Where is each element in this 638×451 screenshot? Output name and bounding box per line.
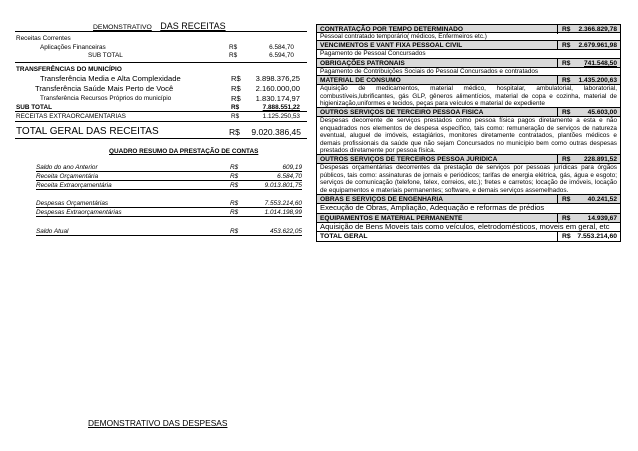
summary-row-value: 9.013.801,75 [264,182,302,189]
expense-currency: R$ [557,41,570,50]
aplicacoes-value: 6.584,70 [269,44,294,51]
summary-row-value: 7.553.214,60 [264,200,302,207]
subtotal1-label: SUB TOTAL [88,52,123,59]
summary-row-value: 453.622,05 [270,228,302,235]
expense-currency: R$ [557,108,570,117]
summary-row-rule [36,207,302,208]
summary-row-label: Despesas Orçamentárias [36,200,109,207]
summary-row-value: 609,19 [282,164,302,171]
expense-description: Pagamento de Pessoal Concursados [316,50,621,58]
expense-description: Despesas decorrente de serviços prestados como pessoa física pagos diretamente a esta e não enquadrados nos elementos de despesa específico, tais como: remuneração de serviços de natureza eventual, aluguel de imóveis, estagiários, monitores diretamente contratados, plantões médicos e demais profissionais da saúde que não sejam Concursados no município bem como outras despesas prestados diretamente por pessoa física. [316,117,621,155]
summary-row-currency: R$ [230,173,239,180]
expense-amount: 45.603,00 [587,109,617,117]
transf3-currency: R$ [231,94,241,103]
expense-description: Aquisição de medicamentos, material médico, hospitalar, ambulatorial, laboratorial, combustíveis,lubrificantes, gás GLP, gêneros alimentícios, material de copa e cozinha, material de higienização,uniformes e tecidos, peças para veículos e material de expediente [316,85,621,108]
transferencias-header: TRANSFERÊNCIAS DO MUNICÍPIO [16,66,122,73]
expense-currency: R$ [557,214,570,223]
subtotal1-value: 6.594,70 [269,52,294,59]
expense-amount: 2.679.961,98 [578,42,617,50]
expense-total-currency: R$ [557,232,571,242]
expense-amount: 14.939,67 [587,214,617,222]
transf1-currency: R$ [231,74,241,83]
expense-amount: 2.366.829,78 [578,26,617,33]
expense-category-label: EQUIPAMENTOS E MATERIAL PERMANENTE [320,214,463,222]
subtotal2-rule [15,111,307,112]
extra-value: 1.125.250,53 [262,113,300,120]
summary-row-label: Saldo do ano Anterior [36,164,98,171]
summary-row-currency: R$ [230,228,239,235]
expense-header-row [316,155,621,164]
expense-description: Pagamento de Contribuições Sociais do Pessoal Concursados e contratados [316,68,621,76]
summary-row-rule [36,171,302,172]
expense-description: Execução de Obras, Ampliação, Adequação e reformas de prédios [316,204,621,214]
extra-label: RECEITAS EXTRAORCAMENTARIAS [16,113,126,120]
summary-row-currency: R$ [230,182,239,189]
total-receitas-rule [15,138,307,139]
transf2-currency: R$ [231,84,241,93]
expense-header-row [316,108,621,117]
revenue-title-b: DAS RECEITAS [160,21,226,31]
expense-category-label: OBRIGAÇÕES PATRONAIS [320,59,405,67]
summary-row-label: Receita Orçamentária [36,173,99,180]
expense-category-label: OUTROS SERVIÇOS DE TERCEIRO PESSOA FISICA [320,109,484,117]
total-receitas-currency: R$ [229,127,240,137]
expense-currency: R$ [557,195,570,204]
summary-row-value: 1.014.198,99 [264,209,302,216]
expense-category-label: OUTROS SERVIÇOS DE TERCEIROS PESSOA JURIDICA [320,156,498,164]
summary-row-currency: R$ [230,200,239,207]
summary-row-value: 6.584,70 [277,173,302,180]
expense-category-label: VENCIMENTOS E VANT FIXA PESSOAL CIVIL [320,42,463,50]
expense-header-row [316,59,621,68]
extra-rule [15,121,307,122]
expense-amount: 1.435.200,63 [578,77,617,85]
expense-header-row [316,41,621,50]
expense-header-row [316,24,621,33]
summary-row-currency: R$ [230,164,239,171]
aplicacoes-currency: R$ [229,44,238,51]
summary-row-rule [36,216,302,217]
expense-description: Despesas orçamentárias decorrentes da prestação de serviços por pessoas jurídicas para órgãos públicos, tais como: assinaturas de jornais e periódicos; tarifas de energia elétrica, gás, água e esgoto; serviços de comunicação (telefone, telex, correios, etc.); fretes e carretos; locação de imóveis, locação de equipamentos e materiais permanentes; software, e demais serviços assemelhados. [316,164,621,195]
summary-row-rule [36,189,302,190]
expense-currency: R$ [557,76,570,85]
summary-row-currency: R$ [230,209,239,216]
expense-description: Pessoal contratado temporário( médicos, Enfermeiros etc.) [316,33,621,41]
receitas-correntes-label: Receitas Correntes [16,35,71,42]
expense-category-label: CONTRATAÇÃO POR TEMPO DETERMINADO [320,26,463,33]
expense-total-label: TOTAL GERAL [320,233,368,241]
expense-category-label: MATERIAL DE CONSUMO [320,77,401,85]
revenue-title-a: DEMONSTRATIVO [93,24,152,31]
expense-currency: R$ [557,59,570,68]
expense-currency: R$ [557,25,570,34]
transf3-value: 1.830.174,97 [255,94,300,103]
aplicacoes-label: Aplicações Financeiras [40,44,106,51]
summary-row-label: Despesas Extraorçamentárias [36,209,122,216]
subtotal2-value: 7.888.551,22 [262,104,300,111]
expense-total-amount: 7.553.214,60 [577,233,617,241]
transf1-label: Transferência Media e Alta Complexidade [40,74,181,83]
transf2-label: Transferência Saúde Mais Perto de Você [35,84,174,93]
expense-description: Aquisição de Bens Moveis tais como veículos, eletrodomésticos, moveis em geral, etc [316,223,621,233]
summary-row-rule [36,235,302,236]
summary-row-label: Receita Extraorçamentária [36,182,112,189]
expense-amount: 40.241,52 [587,196,617,204]
transf1-value: 3.898.376,25 [255,74,300,83]
extra-currency: R$ [231,113,240,120]
transf3-label: Transferência Recursos Próprios do município [40,95,172,102]
expense-amount: 228.891,52 [583,156,617,164]
expense-amount: 741.548,50 [583,59,617,67]
summary-row-label: Saldo Atual [36,228,69,235]
summary-title: QUADRO RESUMO DA PRESTAÇÃO DE CONTAS [109,148,259,155]
despesas-footer-title: DEMONSTRATIVO DAS DESPESAS [88,418,228,428]
expense-header-row [316,76,621,85]
subtotal1-rule [15,62,307,63]
expense-total-row [316,232,621,242]
revenue-top-rule [15,31,307,32]
transf2-value: 2.160.000,00 [255,84,300,93]
expense-category-label: OBRAS E SERVIÇOS DE ENGENHARIA [320,196,443,204]
expense-table [316,24,621,242]
subtotal1-currency: R$ [229,52,238,59]
subtotal2-currency: R$ [231,104,240,111]
total-receitas-value: 9.020.386,45 [251,127,301,137]
subtotal2-label: SUB TOTAL [16,104,52,111]
total-receitas-label: TOTAL GERAL DAS RECEITAS [16,126,159,137]
summary-row-rule [36,180,302,181]
expense-currency: R$ [557,155,570,164]
